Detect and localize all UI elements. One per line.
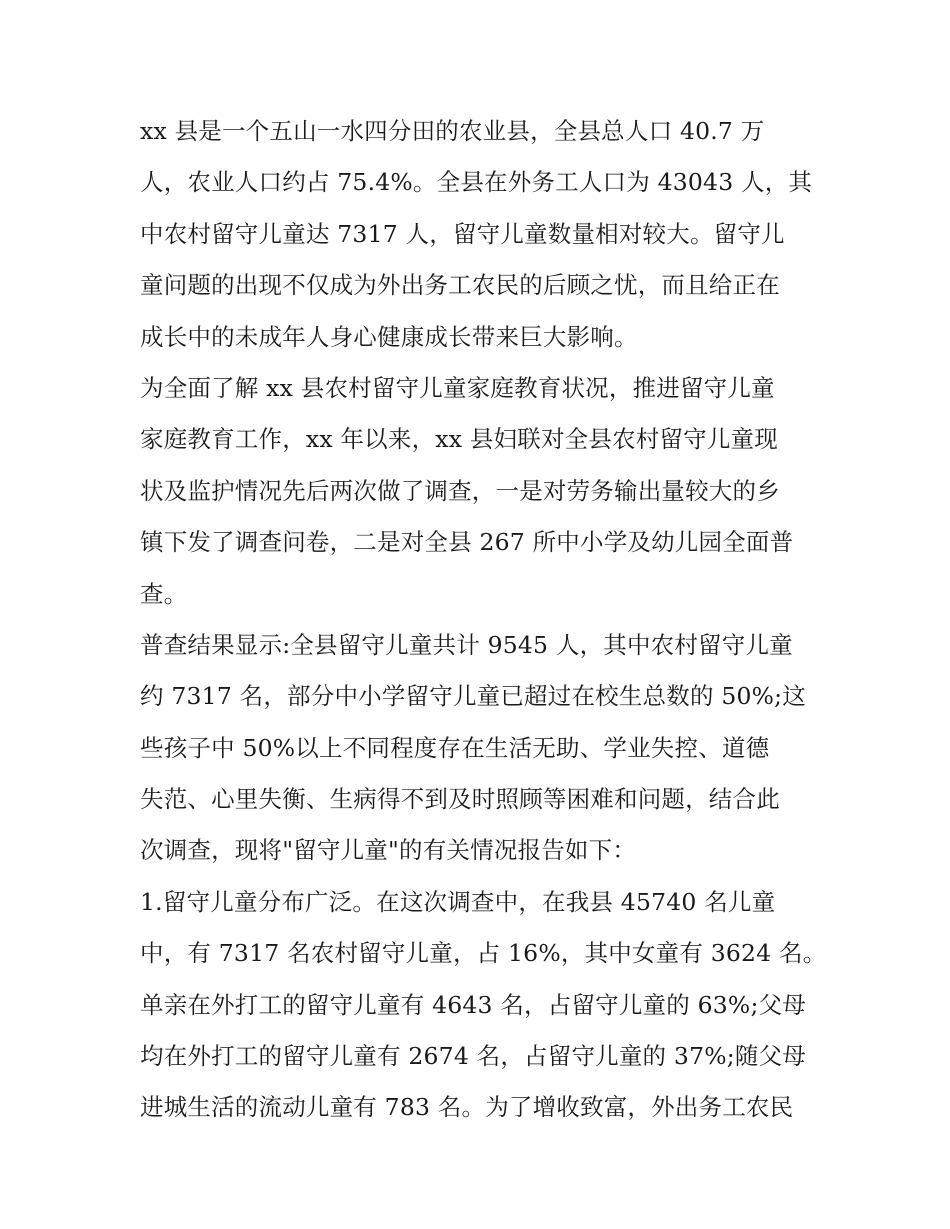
text-line: 1.留守儿童分布广泛。在这次调查中，在我县 45740 名儿童 [140, 887, 776, 916]
text-line: 些孩子中 50%以上不同程度存在生活无助、学业失控、道德 [140, 733, 770, 762]
text-line: 均在外打工的留守儿童有 2674 名，占留守儿童的 37%;随父母 [140, 1042, 806, 1071]
text-line: 为全面了解 xx 县农村留守儿童家庭教育状况，推进留守儿童 [140, 373, 775, 402]
text-line: 家庭教育工作，xx 年以来，xx 县妇联对全县农村留守儿童现 [140, 425, 778, 454]
text-line: 失范、心里失衡、生病得不到及时照顾等困难和问题，结合此 [140, 785, 780, 814]
text-line: 查。 [140, 579, 188, 608]
text-line: 镇下发了调查问卷，二是对全县 267 所中小学及幼儿园全面普 [140, 528, 794, 557]
text-line: 约 7317 名，部分中小学留守儿童已超过在校生总数的 50%;这 [140, 682, 806, 711]
text-line: 次调查，现将"留守儿童"的有关情况报告如下： [140, 836, 637, 865]
text-line: xx 县是一个五山一水四分田的农业县，全县总人口 40.7 万 [140, 117, 765, 145]
text-line: 普查结果显示:全县留守儿童共计 9545 人，其中农村留守儿童 [140, 630, 793, 659]
text-line: 成长中的未成年人身心健康成长带来巨大影响。 [140, 322, 638, 351]
text-line: 童问题的出现不仅成为外出务工农民的后顾之忧，而且给正在 [140, 271, 780, 300]
text-line: 中农村留守儿童达 7317 人，留守儿童数量相对较大。留守儿 [140, 219, 785, 248]
text-line: 人，农业人口约占 75.4%。全县在外务工人口为 43043 人，其 [140, 168, 813, 197]
text-line: 中，有 7317 名农村留守儿童，占 16%，其中女童有 3624 名。 [140, 939, 827, 968]
document-body [140, 106, 827, 1134]
text-line: 状及监护情况先后两次做了调查，一是对劳务输出量较大的乡 [140, 476, 780, 505]
text-line: 进城生活的流动儿童有 783 名。为了增收致富，外出务工农民 [140, 1093, 794, 1122]
text-line: 单亲在外打工的留守儿童有 4643 名，占留守儿童的 63%;父母 [140, 990, 806, 1019]
